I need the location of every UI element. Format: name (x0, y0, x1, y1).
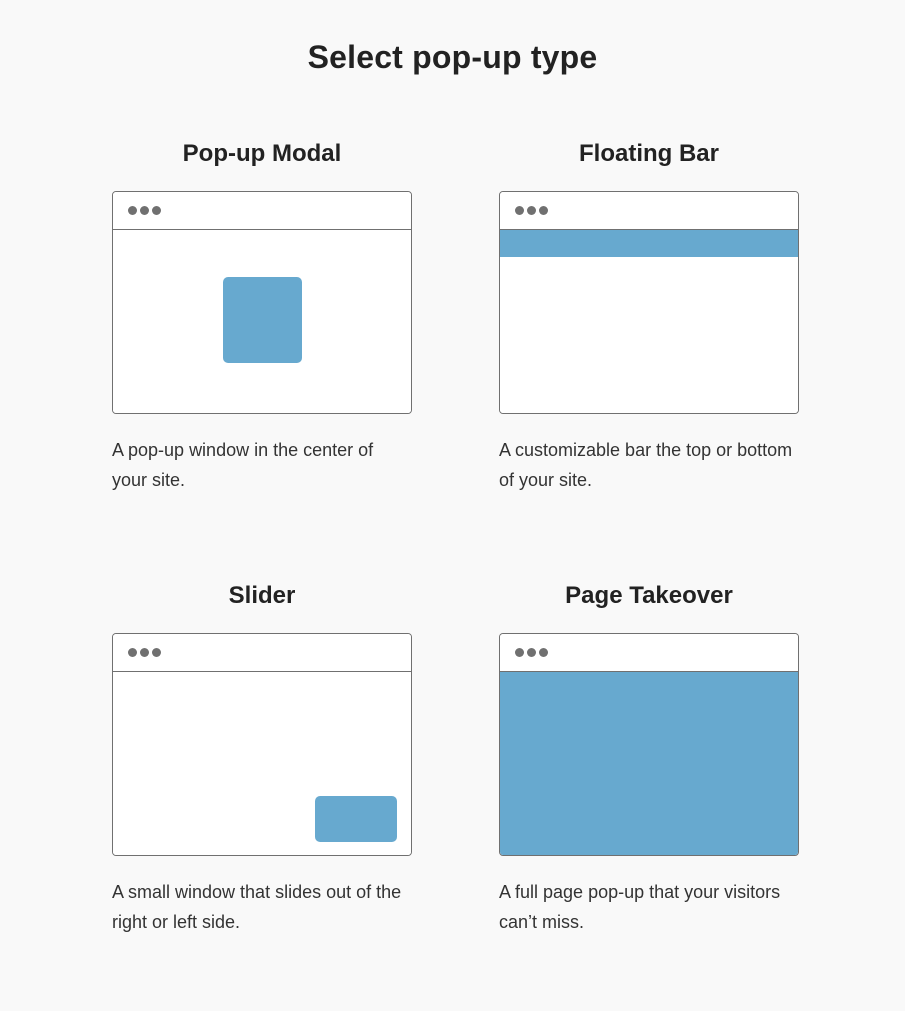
browser-preview (499, 191, 799, 414)
browser-content (500, 230, 798, 413)
option-description: A pop-up window in the center of your site. (112, 440, 374, 490)
page-title: Select pop-up type (307, 39, 598, 76)
option-description: A customizable bar the top or bottom of your site. (499, 440, 793, 490)
three-dots-icon (128, 648, 164, 657)
three-dots-icon (515, 648, 551, 657)
option-description: A small window that slides out of the right or left side. (112, 882, 402, 932)
option-title: Floating Bar (578, 140, 719, 167)
browser-content (500, 672, 798, 855)
browser-toolbar (113, 634, 411, 672)
slider-preview-shape (315, 796, 397, 842)
browser-preview (112, 633, 412, 856)
modal-preview-shape (223, 277, 302, 363)
browser-toolbar (113, 192, 411, 230)
three-dots-icon (128, 206, 164, 215)
browser-content (113, 230, 411, 413)
three-dots-icon (515, 206, 551, 215)
browser-toolbar (500, 634, 798, 672)
browser-preview (499, 633, 799, 856)
browser-toolbar (500, 192, 798, 230)
browser-preview (112, 191, 412, 414)
takeover-preview-shape (500, 672, 798, 855)
option-title: Pop-up Modal (182, 140, 342, 167)
option-title: Slider (228, 582, 296, 609)
browser-content (113, 672, 411, 855)
option-description: A full page pop-up that your visitors can’t miss. (499, 882, 781, 932)
floating-bar-preview-shape (500, 230, 798, 257)
option-title: Page Takeover (565, 582, 733, 609)
